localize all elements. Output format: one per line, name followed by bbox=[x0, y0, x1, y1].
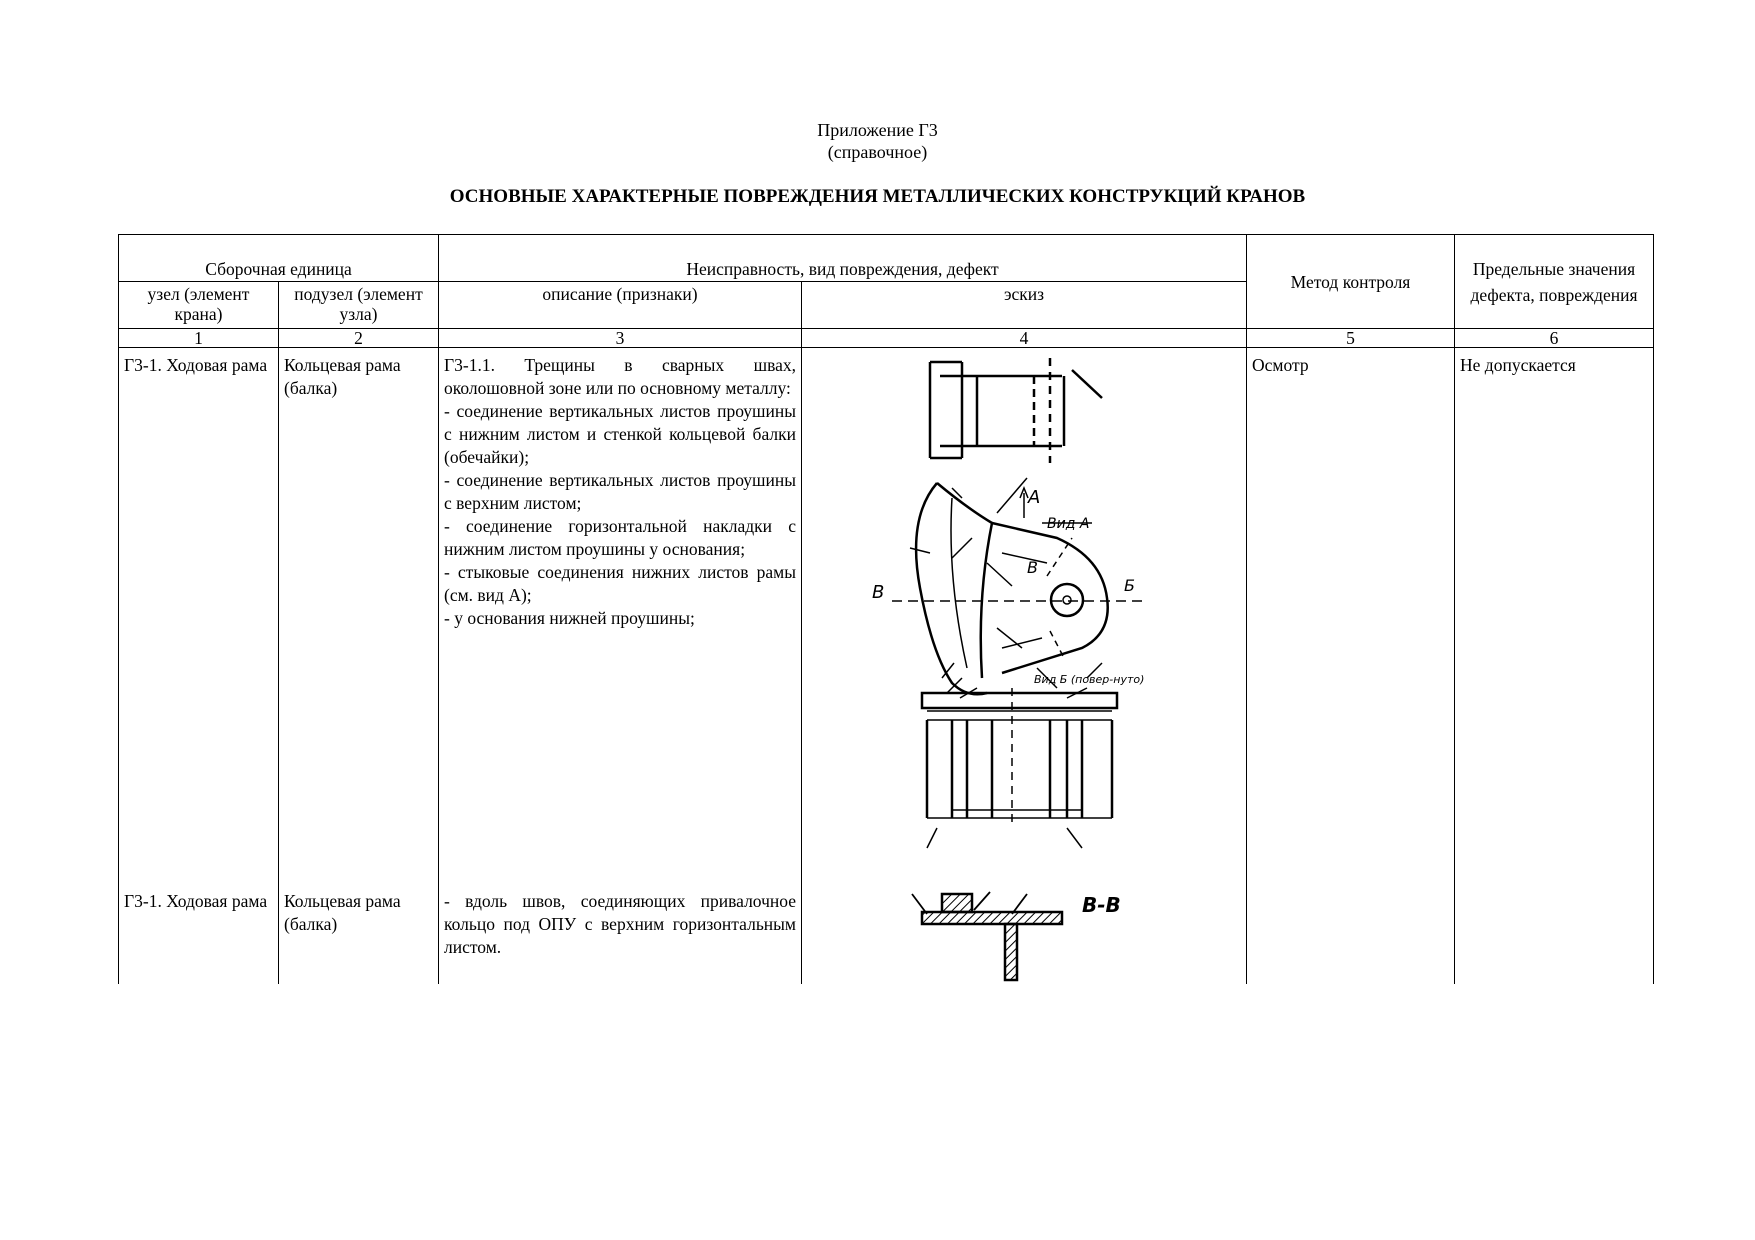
section-b-mark: Б bbox=[1124, 576, 1135, 595]
limit-cell bbox=[1455, 882, 1654, 984]
subnode-cell: Кольцевая рама (балка) bbox=[279, 348, 439, 883]
column-numbers-row bbox=[119, 329, 1654, 348]
description-line: Г3-1.1. Трещины в сварных швах, околошовной зоне или по основному металлу: bbox=[444, 355, 796, 398]
header-description: описание (признаки) bbox=[439, 282, 802, 329]
header-assembly-unit: Сборочная единица bbox=[119, 235, 439, 282]
col-number: 6 bbox=[1455, 329, 1654, 348]
description-line: - у основания нижней проушины; bbox=[444, 608, 695, 628]
header-control-method: Метод контроля bbox=[1247, 235, 1455, 329]
col-number: 2 bbox=[279, 329, 439, 348]
description-line: - стыковые соединения нижних листов рамы (см. вид А); bbox=[444, 562, 796, 605]
section-v-mark-right: В bbox=[1027, 558, 1038, 577]
view-b-label: Вид Б (повер-нуто) bbox=[1034, 673, 1145, 686]
description-line: - соединение горизонтальной накладки с нижним листом проушины у основания; bbox=[444, 516, 796, 559]
description-line: - соединение вертикальных листов проушины с верхним листом; bbox=[444, 470, 796, 513]
ring-lug-view bbox=[892, 478, 1145, 694]
col-number: 4 bbox=[802, 329, 1247, 348]
sketch-cell bbox=[802, 348, 1247, 883]
table-header-row bbox=[119, 235, 1654, 282]
node-cell: Г3-1. Ходовая рама bbox=[119, 882, 279, 984]
defects-table bbox=[118, 234, 1654, 984]
col-number: 5 bbox=[1247, 329, 1455, 348]
method-cell: Осмотр bbox=[1247, 348, 1455, 883]
limit-cell: Не допускается bbox=[1455, 348, 1654, 883]
section-v-mark-left: В bbox=[872, 582, 885, 603]
appendix-type: (справочное) bbox=[827, 142, 928, 162]
view-a-mark: А bbox=[1028, 487, 1041, 508]
header-limit-values: Предельные значения дефекта, повреждения bbox=[1455, 235, 1654, 329]
method-cell bbox=[1247, 882, 1455, 984]
frame-sketch-drawing bbox=[802, 348, 1247, 878]
header-node: узел (элемент крана) bbox=[119, 282, 279, 329]
col-number: 1 bbox=[119, 329, 279, 348]
view-a-label: Вид А bbox=[1047, 516, 1090, 532]
description-cell bbox=[439, 882, 802, 984]
header-fault: Неисправность, вид повреждения, дефект bbox=[439, 235, 1247, 282]
appendix-heading bbox=[0, 119, 1755, 163]
header-subnode: подузел (элемент узла) bbox=[279, 282, 439, 329]
section-vv-drawing bbox=[802, 882, 1247, 982]
header-sketch: эскиз bbox=[802, 282, 1247, 329]
top-beam-view bbox=[930, 358, 1102, 463]
document-title: ОСНОВНЫЕ ХАРАКТЕРНЫЕ ПОВРЕЖДЕНИЯ МЕТАЛЛИЧЕСКИХ КОНСТРУКЦИЙ КРАНОВ bbox=[449, 186, 1306, 207]
subnode-cell: Кольцевая рама (балка) bbox=[279, 882, 439, 984]
table-row bbox=[119, 348, 1654, 883]
col-number: 3 bbox=[439, 329, 802, 348]
section-vv-label: В-В bbox=[1082, 893, 1121, 917]
description-line: - соединение вертикальных листов проушины с нижним листом и стенкой кольцевой балки (обечайки); bbox=[444, 401, 796, 467]
node-cell: Г3-1. Ходовая рама bbox=[119, 348, 279, 883]
description-cell bbox=[439, 348, 802, 883]
bottom-view bbox=[922, 663, 1117, 848]
table-row bbox=[119, 882, 1654, 984]
appendix-number: Приложение Г3 bbox=[817, 120, 938, 140]
description-line: - вдоль швов, соединяющих привалочное кольцо под ОПУ с верхним горизонтальным листом. bbox=[444, 891, 796, 957]
sketch-cell bbox=[802, 882, 1247, 984]
